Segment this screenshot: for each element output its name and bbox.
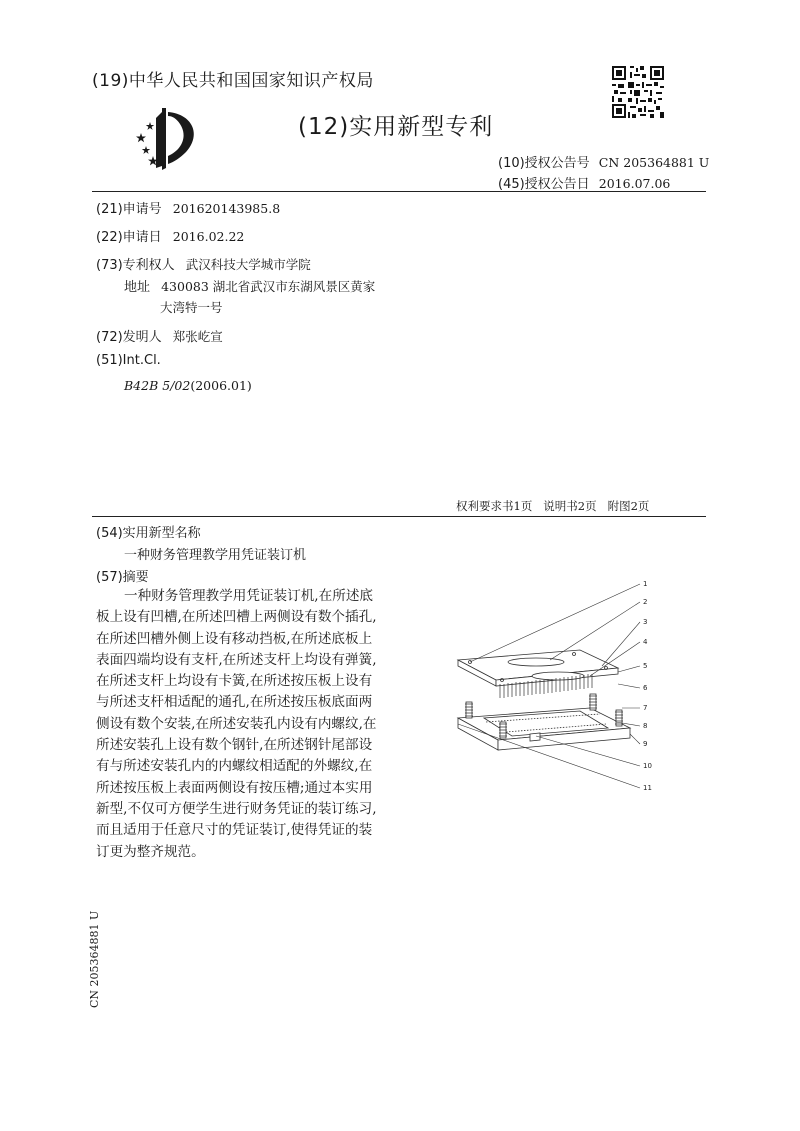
publication-date: 2016.07.06 xyxy=(598,176,671,191)
qr-code-icon xyxy=(612,66,664,118)
patentee-row xyxy=(96,254,311,273)
figure-label-2: 2 xyxy=(643,598,648,606)
figure-label-5: 5 xyxy=(643,662,648,670)
inventor: 郑张屹宣 xyxy=(172,329,223,344)
filing-date: 2016.02.22 xyxy=(172,229,245,244)
abstract-line: 有与所述安装孔内的内螺纹相适配的外螺纹,在 xyxy=(96,758,373,775)
figure-label-6: 6 xyxy=(643,684,648,692)
office-name: (19)中华人民共和国国家知识产权局 xyxy=(92,71,374,91)
abstract-line: 板上设有凹槽,在所述凹槽上两侧设有数个插孔, xyxy=(96,609,377,626)
figure-label-3: 3 xyxy=(643,618,648,626)
application-number-label: (21)申请号 xyxy=(96,202,162,217)
header-divider xyxy=(92,191,706,192)
abstract-line: 与所述支杆相适配的通孔,在所述按压板底面两 xyxy=(96,694,373,711)
patentee: 武汉科技大学城市学院 xyxy=(185,257,311,272)
ipc-code: B42B 5/02 xyxy=(124,378,191,393)
application-number-row xyxy=(96,198,280,217)
publication-date-row xyxy=(498,173,670,192)
figure-label-10: 10 xyxy=(643,762,652,770)
ipc-version: (2006.01) xyxy=(190,378,252,393)
abstract-line: 一种财务管理教学用凭证装订机,在所述底 xyxy=(124,588,374,604)
figure-label-11: 11 xyxy=(643,784,652,792)
figure-label-4: 4 xyxy=(643,638,648,646)
figure-label-9: 9 xyxy=(643,740,648,748)
filing-date-row xyxy=(96,226,244,245)
abstract-divider xyxy=(92,516,706,517)
binding-machine-figure xyxy=(440,576,660,804)
abstract-line: 所述安装孔上设有数个钢针,在所述钢针尾部设 xyxy=(96,737,373,754)
publication-date-label: (45)授权公告日 xyxy=(498,177,590,192)
filing-date-label: (22)申请日 xyxy=(96,230,162,245)
figure-label-8: 8 xyxy=(643,722,648,730)
side-publication-code: CN 205364881 U xyxy=(88,910,101,1008)
publication-number: CN 205364881 U xyxy=(598,155,710,170)
figure-label-7: 7 xyxy=(643,704,648,712)
address-label: 地址 xyxy=(124,280,151,295)
abstract-line: 在所述支杆上均设有卡簧,在所述按压板上设有 xyxy=(96,673,373,690)
inventor-label: (72)发明人 xyxy=(96,330,162,345)
utility-model-title-label: (54)实用新型名称 xyxy=(96,526,201,541)
abstract-line: 表面四端均设有支杆,在所述支杆上均设有弹簧, xyxy=(96,651,377,668)
address-line-1: 430083 湖北省武汉市东湖风景区黄家 xyxy=(161,279,376,294)
publication-number-row xyxy=(498,152,709,171)
publication-number-label: (10)授权公告号 xyxy=(498,156,590,171)
document-type: (12)实用新型专利 xyxy=(298,114,494,140)
utility-model-title: 一种财务管理教学用凭证装订机 xyxy=(124,548,307,563)
cnipa-logo xyxy=(128,104,208,172)
page-counts: 权利要求书1页 说明书2页 附图2页 xyxy=(456,499,650,513)
ipc-classification xyxy=(124,375,252,394)
patentee-label: (73)专利权人 xyxy=(96,258,175,273)
figure-label-1: 1 xyxy=(643,580,648,588)
ipc-label: (51)Int.Cl. xyxy=(96,353,161,368)
abstract-line: 而且适用于任意尺寸的凭证装订,使得凭证的装 xyxy=(96,822,373,839)
abstract-line: 侧设有数个安装,在所述安装孔内设有内螺纹,在 xyxy=(96,715,377,732)
abstract-label: (57)摘要 xyxy=(96,570,149,585)
address-line-2: 大湾特一号 xyxy=(160,300,223,315)
abstract-line: 订更为整齐规范。 xyxy=(96,843,205,860)
abstract-text xyxy=(96,586,391,863)
address-row xyxy=(124,276,375,295)
inventor-row xyxy=(96,326,223,345)
abstract-line: 所述按压板上表面两侧设有按压槽;通过本实用 xyxy=(96,779,373,796)
abstract-line: 新型,不仅可方便学生进行财务凭证的装订练习, xyxy=(96,800,377,817)
application-number: 201620143985.8 xyxy=(172,201,281,216)
abstract-line: 在所述凹槽外侧上设有移动挡板,在所述底板上 xyxy=(96,630,373,647)
